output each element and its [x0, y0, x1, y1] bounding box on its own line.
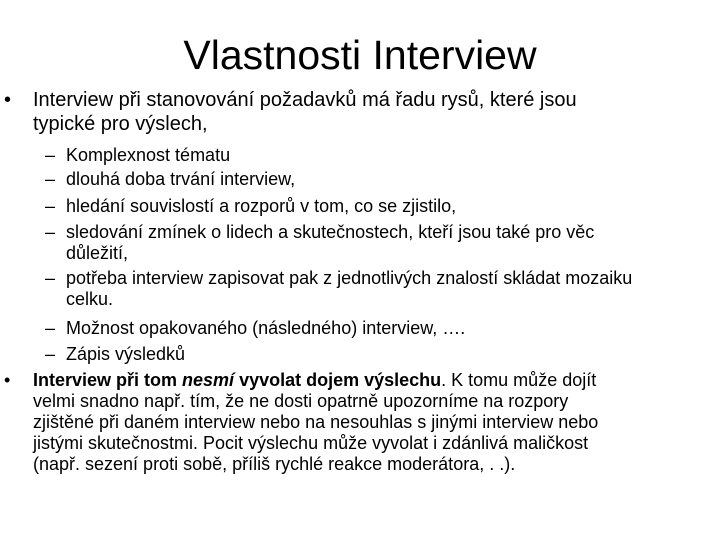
subitem-2: dlouhá doba trvání interview, — [66, 169, 296, 189]
subitem-3: hledání souvislostí a rozporů v tom, co se zjistilo, — [66, 196, 457, 216]
slide-title: Vlastnosti Interview — [183, 32, 537, 78]
bullet-2-line-5: (např. sezení proti sobě, příliš rychlé reakce moderátora, . .). — [33, 454, 516, 474]
dash-icon: – — [45, 268, 56, 288]
bullet-2-rest: . K tomu může dojít — [441, 370, 597, 390]
bullet-2-emphasis: nesmí — [182, 370, 235, 390]
subitem-4-line-1: sledování zmínek o lidech a skutečnostech, kteří jsou také pro věc — [66, 222, 595, 242]
bullet-2-bold-b: vyvolat dojem výslechu — [234, 370, 442, 390]
subitem-4-line-2: důležití, — [66, 243, 129, 263]
subitem-5 — [66, 268, 686, 310]
subitem-7: Zápis výsledků — [66, 344, 186, 364]
dash-icon: – — [45, 318, 56, 338]
bullet-2-line-4: jistými skutečnostmi. Pocit výslechu může vyvolat i zdánlivá maličkost — [33, 433, 589, 453]
bullet-2-bold-a: Interview při tom — [33, 370, 183, 390]
dash-icon: – — [45, 196, 56, 216]
dash-icon: – — [45, 344, 56, 364]
bullet-1-line-1: Interview při stanovování požadavků má řadu rysů, které jsou — [33, 89, 577, 111]
subitem-4 — [66, 222, 686, 264]
bullet-1-text — [33, 88, 693, 136]
subitem-1: Komplexnost tématu — [66, 145, 231, 165]
bullet-2-line-3: zjištěné při daném interview nebo na nesouhlas s jinými interview nebo — [33, 412, 599, 432]
subitem-5-line-1: potřeba interview zapisovat pak z jednotlivých znalostí skládat mozaiku — [66, 268, 633, 288]
dash-icon: – — [45, 145, 56, 165]
bullet-2-line-1 — [33, 370, 693, 391]
bullet-2-text — [33, 370, 693, 475]
dash-icon: – — [45, 169, 56, 189]
dash-icon: – — [45, 222, 56, 242]
bullet-icon: • — [4, 89, 12, 111]
subitem-5-line-2: celku. — [66, 289, 114, 309]
bullet-2-line-2: velmi snadno např. tím, že ne dosti opatrně upozorníme na rozpory — [33, 391, 569, 411]
bullet-icon: • — [4, 370, 11, 390]
bullet-1-line-2: typické pro výslech, — [33, 113, 208, 135]
subitem-6: Možnost opakovaného (následného) interview, …. — [66, 318, 466, 338]
